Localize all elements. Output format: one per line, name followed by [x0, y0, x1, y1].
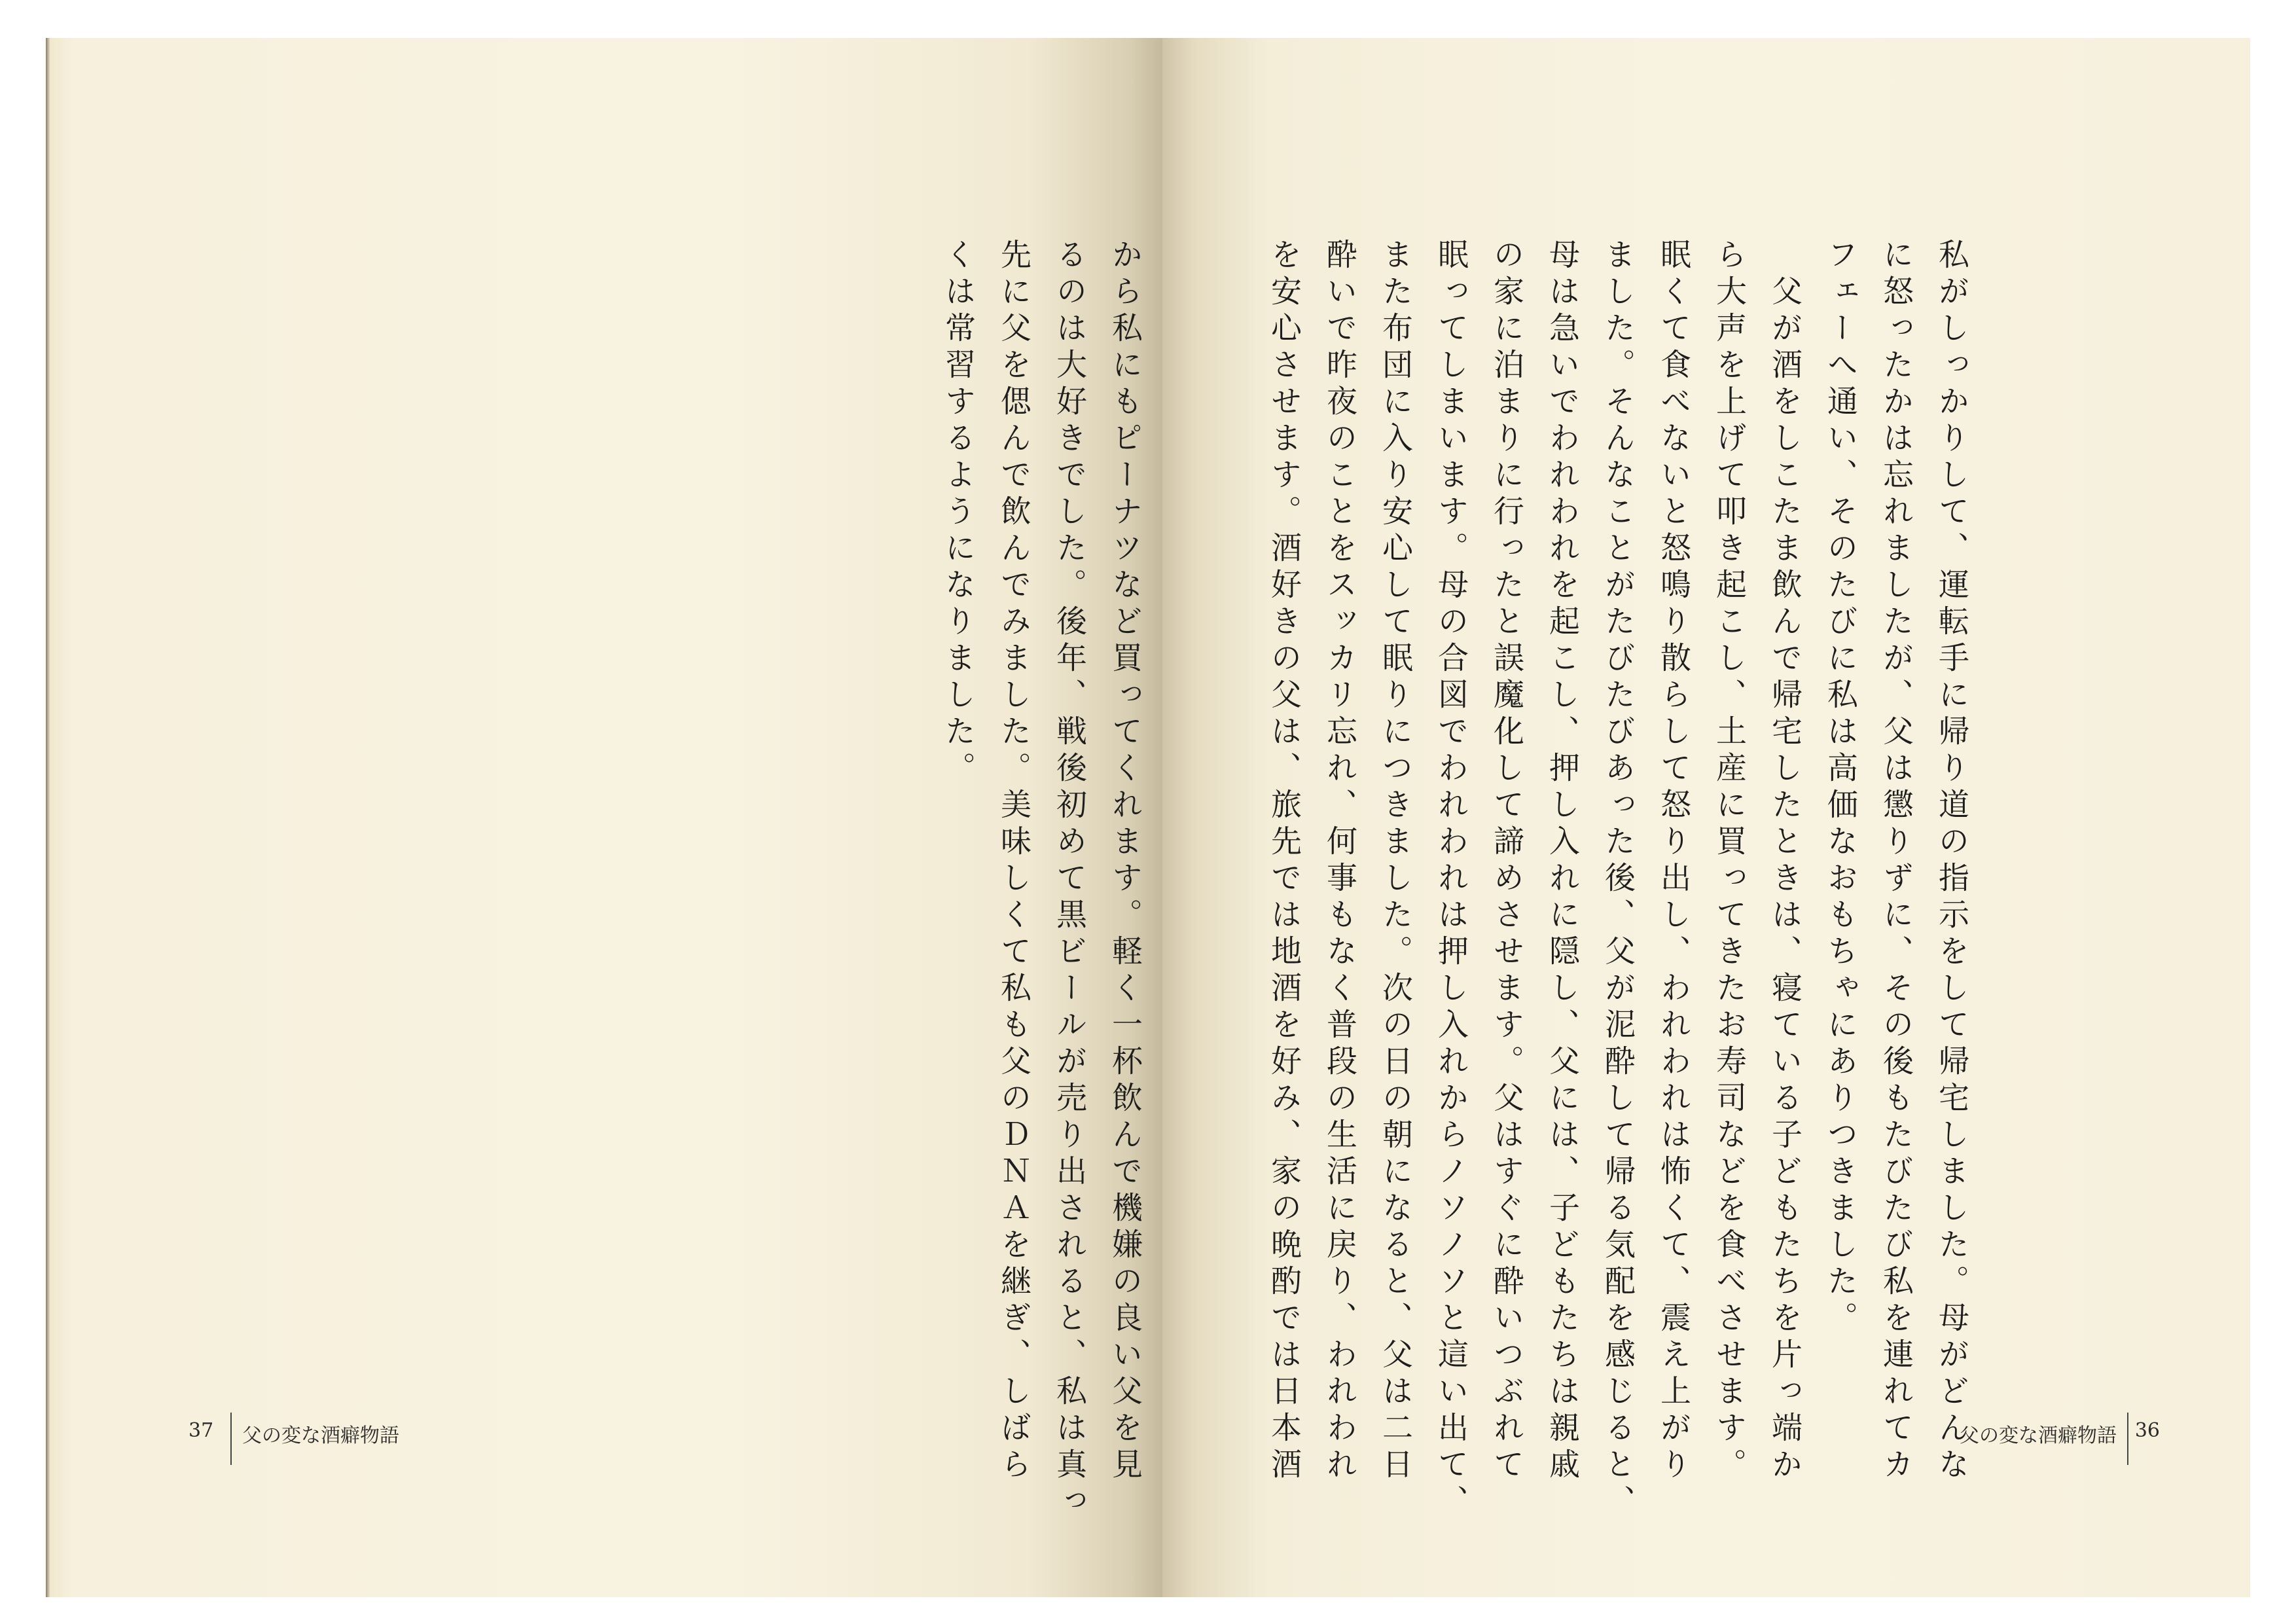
text-line: 眠ってしまいます。母の合図でわれわれは押し入れからノソノソと這い出て、: [1433, 238, 1469, 1521]
text-line: 母は急いでわれわれを起こし、押し入れに隠し、父には、子どもたちは親戚: [1544, 238, 1580, 1485]
text-line: ました。そんなことがたびたびあった後、父が泥酔して帰る気配を感じると、: [1600, 238, 1636, 1521]
left-page-body: [927, 238, 1162, 1521]
page-edge: [46, 38, 50, 1597]
text-line: 眠くて食べないと怒鳴り散らして怒り出し、われわれは怖くて、震え上がり: [1655, 238, 1691, 1485]
footer-divider: [2127, 1413, 2128, 1465]
page-number: 37: [188, 1419, 214, 1442]
right-page-body: [1266, 238, 1979, 1521]
text-line: また布団に入り安心して眠りにつきました。次の日の朝になると、父は二日: [1377, 238, 1413, 1485]
text-line: 酔いで昨夜のことをスッカリ忘れ、何事もなく普段の生活に戻り、われわれ: [1321, 238, 1357, 1485]
page-number: 36: [2134, 1419, 2160, 1442]
running-title: 父の変な酒癖物語: [242, 1424, 399, 1447]
left-page: [46, 38, 1162, 1597]
footer-divider: [230, 1413, 232, 1465]
text-line: フェーへ通い、そのたびに私は高価なおもちゃにありつきました。: [1822, 238, 1858, 1338]
text-line: に怒ったかは忘れましたが、父は懲りずに、その後もたびたび私を連れてカ: [1878, 238, 1914, 1485]
text-line: るのは大好きでした。後年、戦後初めて黒ビールが売り出されると、私は真っ: [1051, 238, 1087, 1521]
text-line: を安心させます。酒好きの父は、旅先では地酒を好み、家の晩酌では日本酒: [1266, 238, 1302, 1485]
text-line: 先に父を偲んで飲んでみました。美味しくて私も父のＤＮＡを継ぎ、しばら: [996, 238, 1031, 1485]
text-line: ら大声を上げて叩き起こし、土産に買ってきたお寿司などを食べさせます。: [1711, 238, 1747, 1485]
text-line: から私にもピーナツなど買ってくれます。軽く一杯飲んで機嫌の良い父を見: [1107, 238, 1143, 1485]
running-title: 父の変な酒癖物語: [1960, 1424, 2117, 1447]
right-page: [1162, 38, 2250, 1597]
text-line: の家に泊まりに行ったと誤魔化して諦めさせます。父はすぐに酔いつぶれて: [1488, 238, 1524, 1485]
text-line: 私がしっかりして、運転手に帰り道の指示をして帰宅しました。母がどんな: [1933, 238, 1969, 1485]
text-line: くは常習するようになりました。: [940, 238, 976, 788]
text-line: [1153, 238, 1162, 1390]
book-spread: [46, 38, 2250, 1597]
text-line: 父が酒をしこたま飲んで帰宅したときは、寝ている子どもたちを片っ端か: [1767, 238, 1803, 1485]
